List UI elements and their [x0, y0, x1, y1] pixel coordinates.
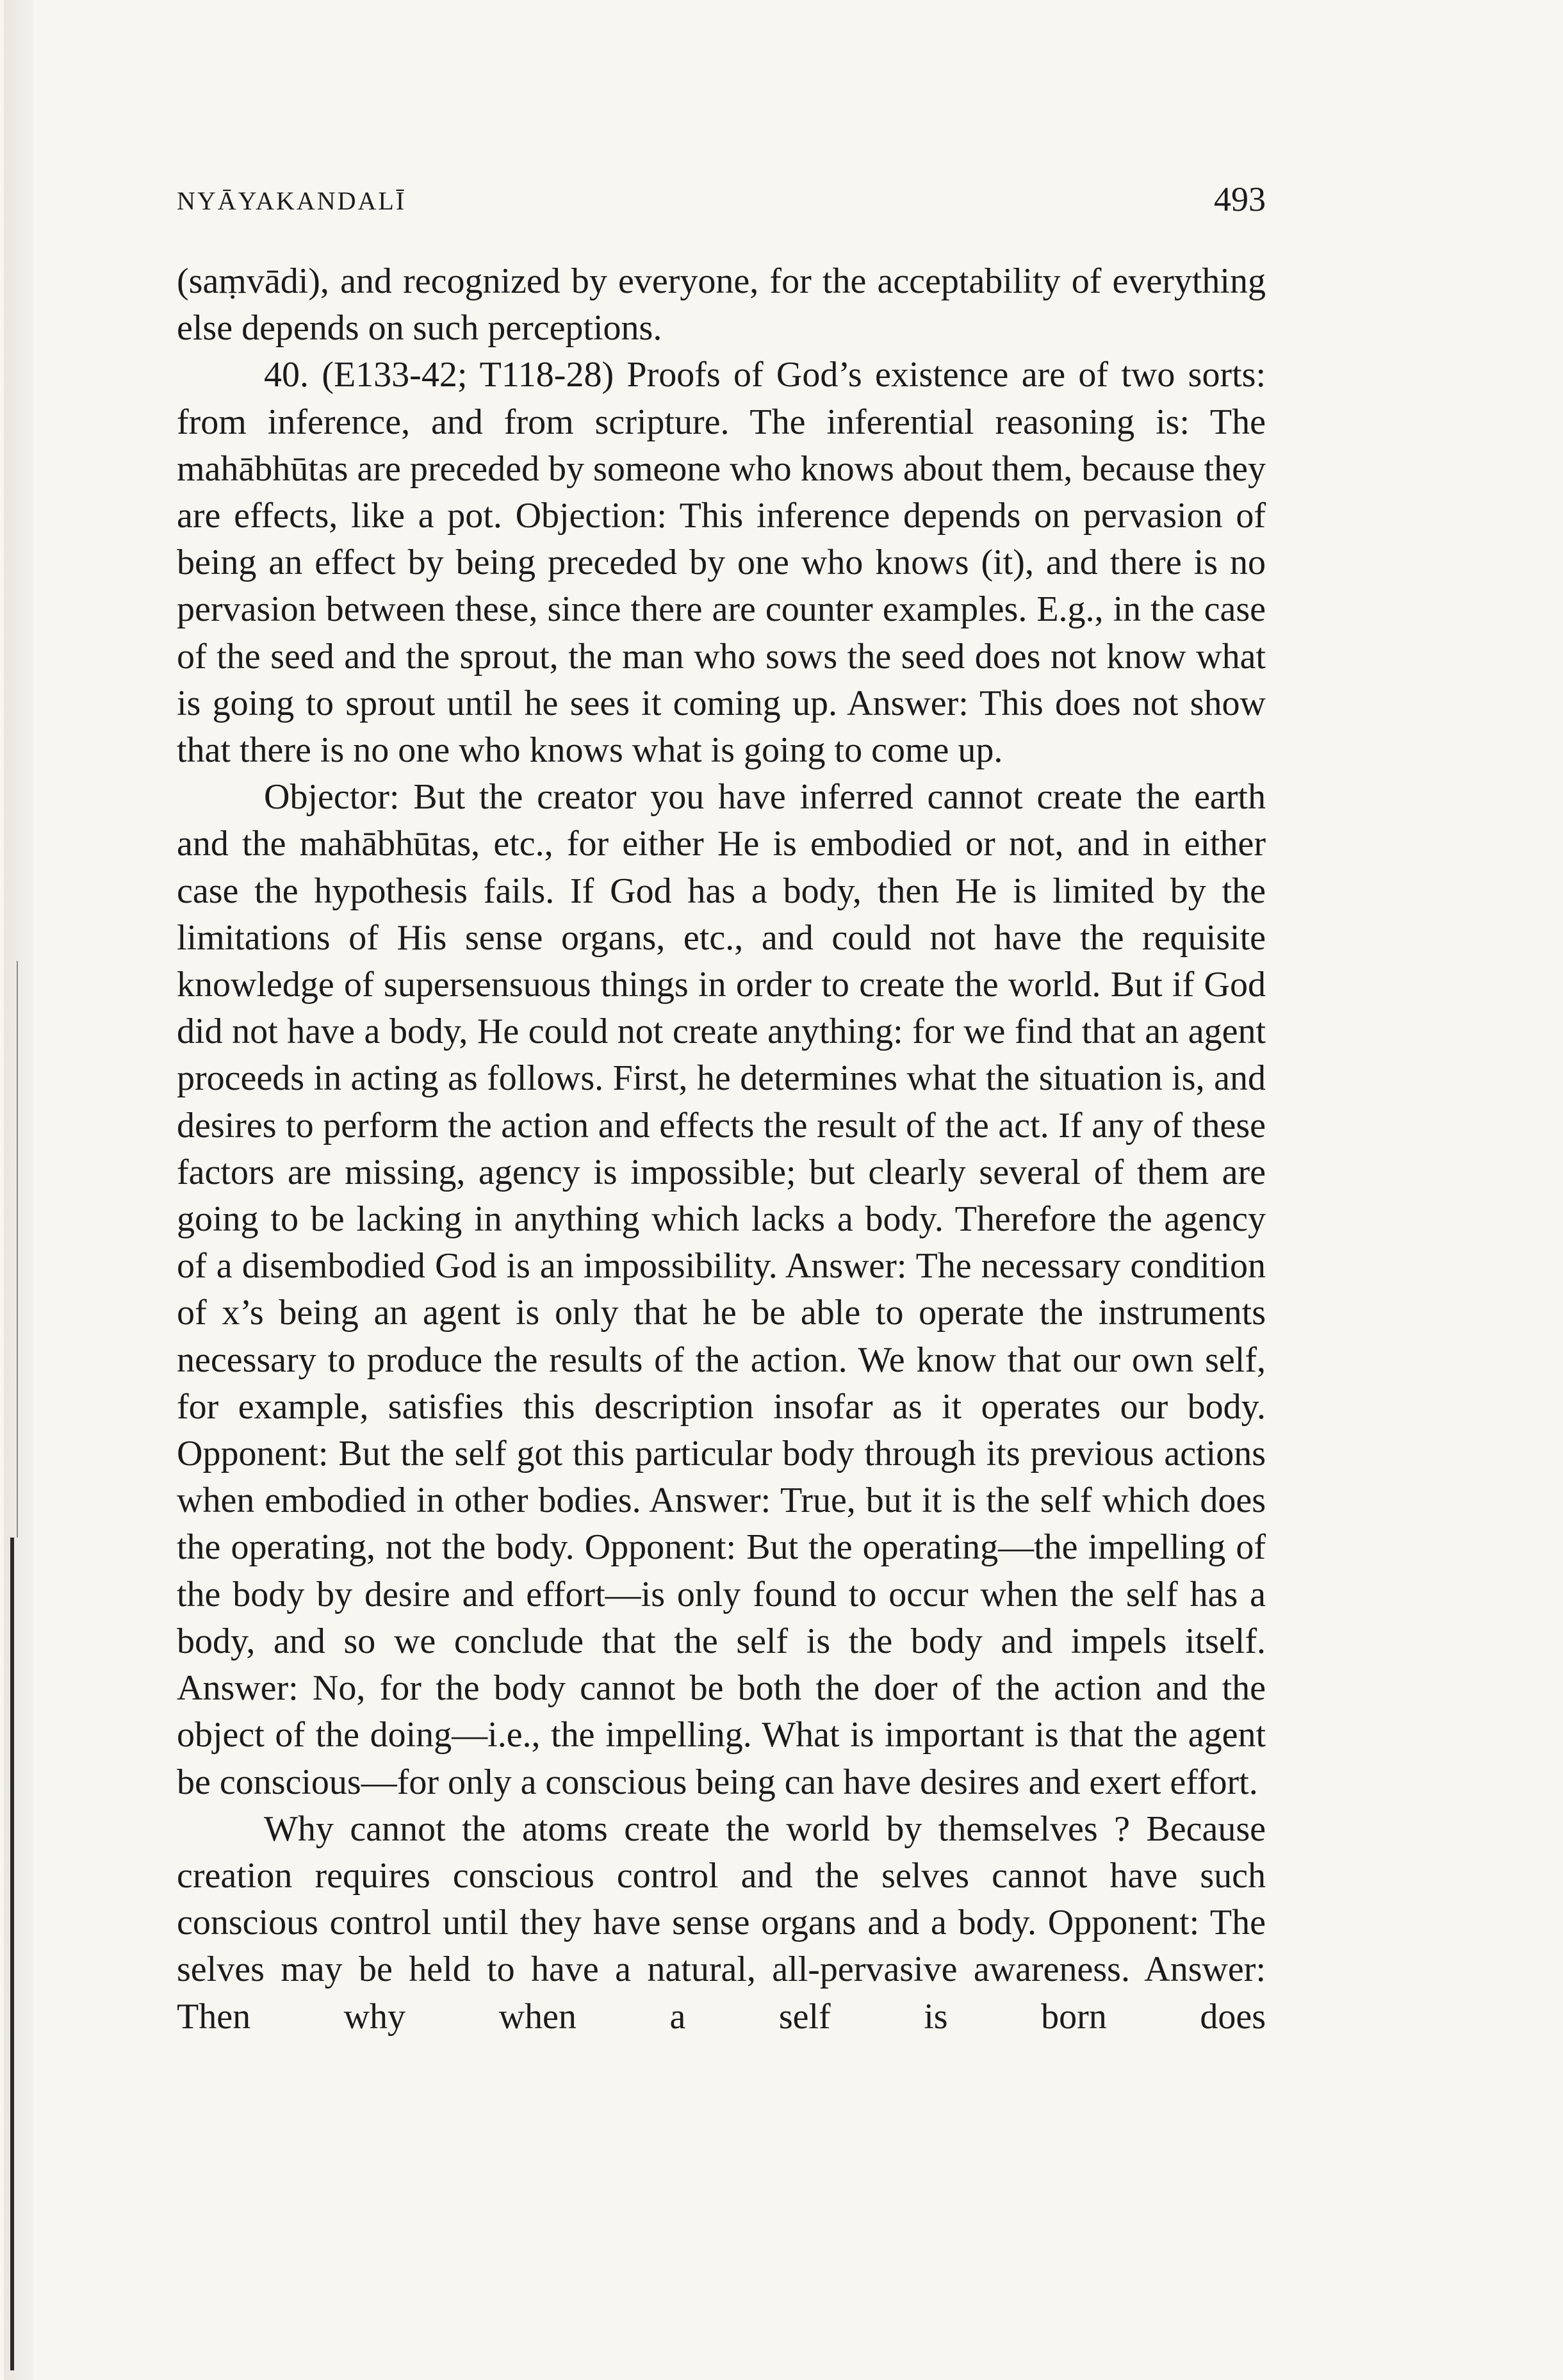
- binding-faint-line: [17, 961, 18, 1538]
- page-body: [177, 258, 1266, 2040]
- paragraph: Why cannot the atoms create the world by themselves ? Because creation requires conscious control and the selves cannot have such conscious control until they have sense organs and a body. Opponent: The selves may be held to have a natural, all-pervasive awareness. Answer: Then why when a self is born does: [177, 1809, 1266, 2037]
- paragraph: (saṃvādi), and recognized by everyone, for the acceptability of everything else depends on such perceptions.: [177, 261, 1266, 349]
- running-head: [177, 179, 1266, 224]
- binding-shadow-line: [10, 1538, 14, 2370]
- paragraph: Objector: But the creator you have inferred cannot create the earth and the mahābhūtas, etc., for either He is embodied or not, and in either case the hypothesis fails. If God has a body, then He is limited by the limitations of His sense organs, etc., and could not have the requisite knowledge of supersensuous things in order to create the world. But if God did not have a body, He could not create anything: for we find that an agent proceeds in acting as follows. First, he determines what the situation is, and desires to perform the action and effects the result of the act. If any of these factors are missing, agency is impossible; but clearly several of them are going to be lacking in anything which lacks a body. Therefore the agency of a disembodied God is an impossibility. Answer: The necessary condition of x’s being an agent is only that he be able to operate the instruments necessary to produce the results of the action. We know that our own self, for example, satisfies this description insofar as it operates our body. Opponent: But the self got this particular body through its previous actions when embodied in other bodies. Answer: True, but it is the self which does the operating, not the body. Opponent: But the operating—the impelling of the body by desire and effort—is only found to occur when the self has a body, and so we conclude that the self is the body and impels itself. Answer: No, for the body cannot be both the doer of the action and the object of the doing—i.e., the impelling. What is important is that the agent be conscious—for only a conscious being can have desires and exert effort.: [177, 777, 1266, 1802]
- page-binding-edge: [4, 0, 33, 2380]
- running-title: NYĀYAKANDALĪ: [177, 186, 407, 215]
- page-number: 493: [1214, 180, 1266, 218]
- paragraph: 40. (E133-42; T118-28) Proofs of God’s existence are of two sorts: from inference, and from scripture. The inferential reasoning is: The mahābhūtas are preceded by someone who knows about them, because they are effects, like a pot. Objection: This inference depends on pervasion of being an effect by being preceded by one who knows (it), and there is no pervasion between these, since there are counter examples. E.g., in the case of the seed and the sprout, the man who sows the seed does not know what is going to sprout until he sees it coming up. Answer: This does not show that there is no one who knows what is going to come up.: [177, 355, 1266, 771]
